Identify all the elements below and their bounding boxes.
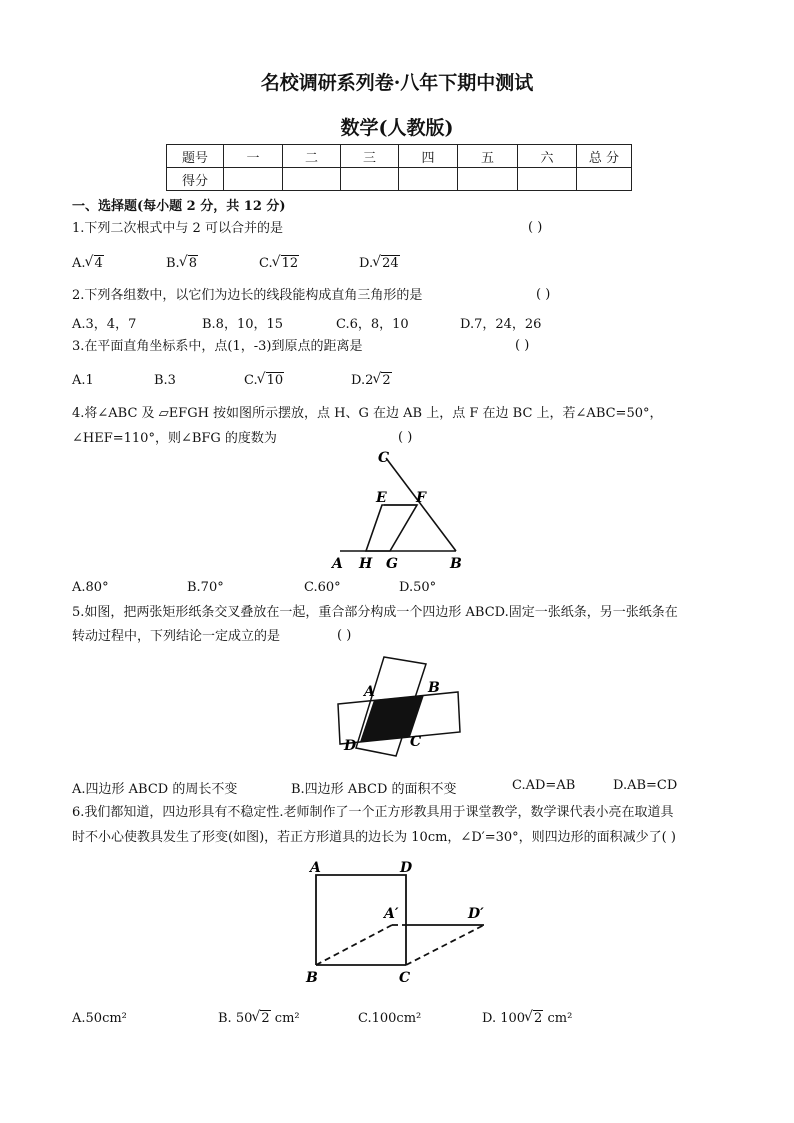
radicand: 2 (534, 1011, 543, 1026)
option-label: B. (166, 256, 180, 271)
sqrt-symbol (525, 1011, 543, 1026)
label-g: G (386, 556, 398, 572)
segment-ba2 (316, 925, 392, 965)
score-input-cell[interactable] (341, 168, 399, 191)
q3-option-b[interactable]: B.3 (154, 373, 176, 388)
label-a: A (310, 860, 321, 876)
q6-line2: 时不小心使教具发生了形变(如图)，若正方形道具的边长为 10cm，∠D′=30°，则四边形的面积减少了( ) (72, 830, 676, 845)
score-table-header-row (167, 145, 632, 168)
label-c: C (410, 734, 422, 750)
option-label: C. (244, 373, 258, 388)
label-b: B (428, 680, 440, 696)
sqrt-symbol (373, 373, 391, 388)
label-d: D (344, 738, 357, 754)
q5-option-a[interactable]: A.四边形 ABCD 的周长不变 (72, 782, 238, 797)
score-table-cell: 四 (399, 145, 458, 168)
q4-option-b[interactable]: B.70° (187, 580, 224, 595)
label-a-prime: A′ (384, 906, 399, 922)
sqrt-symbol (252, 1011, 270, 1026)
radicand: 4 (94, 256, 103, 271)
q1-option-d[interactable] (359, 256, 400, 271)
score-input-cell[interactable] (224, 168, 283, 191)
label-d-prime: D′ (468, 906, 484, 922)
sqrt-symbol (373, 256, 400, 271)
score-input-cell[interactable] (518, 168, 577, 191)
q1-option-c[interactable] (259, 256, 299, 271)
label-e: E (376, 490, 387, 506)
option-label: B. 50 (218, 1011, 253, 1026)
q5-option-c[interactable]: C.AD=AB (512, 778, 576, 793)
q3-option-c[interactable] (244, 373, 284, 388)
sqrt-symbol (273, 256, 300, 271)
q1-answer-paren[interactable]: ( ) (528, 220, 543, 235)
q3-option-a[interactable]: A.1 (72, 373, 94, 388)
score-table-score-row (167, 168, 632, 191)
option-label: D. 100 (482, 1011, 526, 1026)
label-c: C (399, 970, 411, 986)
q2-option-a[interactable]: A.3，4，7 (72, 317, 137, 332)
label-c: C (378, 450, 390, 466)
score-table (166, 144, 632, 191)
unit: cm² (543, 1011, 573, 1026)
q1-stem: 1.下列二次根式中与 2 可以合并的是 (72, 221, 283, 236)
q2-option-d[interactable]: D.7，24，26 (460, 317, 542, 332)
score-input-cell[interactable] (399, 168, 458, 191)
score-table-cell: 二 (283, 145, 341, 168)
q1-option-b[interactable] (166, 256, 198, 271)
q3-option-d[interactable] (351, 373, 392, 388)
unit: cm² (270, 1011, 300, 1026)
q4-line1: 4.将∠ABC 及 ▱EFGH 按如图所示摆放，点 H、G 在边 AB 上，点 F 在边 BC 上，若∠ABC=50°， (72, 406, 663, 421)
q2-option-b[interactable]: B.8，10，15 (202, 317, 284, 332)
sqrt-symbol (180, 256, 198, 271)
q4-figure (330, 448, 470, 574)
q4-answer-paren[interactable]: ( ) (398, 430, 413, 445)
q6-option-c[interactable]: C.100cm² (358, 1011, 422, 1026)
section-heading: 一、选择题(每小题 2 分，共 12 分) (72, 199, 286, 214)
score-table-cell: 得分 (167, 168, 224, 191)
score-table-cell: 五 (458, 145, 518, 168)
q2-option-c[interactable]: C.6，8，10 (336, 317, 409, 332)
label-d: D (400, 860, 413, 876)
q5-figure (330, 652, 472, 762)
q1-option-a[interactable] (72, 256, 104, 271)
option-label: D.2 (351, 373, 374, 388)
label-b: B (306, 970, 318, 986)
label-h: H (359, 556, 373, 572)
q4-option-a[interactable]: A.80° (72, 580, 109, 595)
sqrt-symbol (258, 373, 285, 388)
label-b: B (450, 556, 462, 572)
score-table-cell: 六 (518, 145, 577, 168)
q4-option-d[interactable]: D.50° (399, 580, 437, 595)
page-subtitle: 数学(人教版) (340, 117, 454, 139)
q6-option-d[interactable] (482, 1011, 572, 1026)
q2-answer-paren[interactable]: ( ) (536, 287, 551, 302)
score-input-cell[interactable] (283, 168, 341, 191)
q3-answer-paren[interactable]: ( ) (515, 338, 530, 353)
option-label: D. (359, 256, 374, 271)
score-table-cell: 题号 (167, 145, 224, 168)
q5-line1: 5.如图，把两张矩形纸条交叉叠放在一起，重合部分构成一个四边形 ABCD.固定一张纸条，另一张纸条在 (72, 605, 678, 620)
label-a: A (364, 684, 375, 700)
option-label: C. (259, 256, 273, 271)
q6-option-a[interactable]: A.50cm² (72, 1011, 127, 1026)
score-table-cell: 总 分 (577, 145, 632, 168)
q6-line1: 6.我们都知道，四边形具有不稳定性.老师制作了一个正方形教具用于课堂教学，数学课代表小亮在取道具 (72, 805, 674, 820)
option-label: A. (72, 256, 86, 271)
parallelogram-efgh (366, 505, 417, 551)
radicand: 2 (382, 373, 391, 388)
page-title: 名校调研系列卷·八年下期中测试 (260, 72, 534, 94)
label-a: A (332, 556, 343, 572)
q4-option-c[interactable]: C.60° (304, 580, 341, 595)
q6-option-b[interactable] (218, 1011, 300, 1026)
q5-answer-paren[interactable]: ( ) (337, 628, 352, 643)
q5-line2: 转动过程中，下列结论一定成立的是 (72, 629, 281, 644)
q4-line2: ∠HEF=110°，则∠BFG 的度数为 (72, 431, 277, 446)
radicand: 12 (281, 256, 299, 271)
score-table-cell: 一 (224, 145, 283, 168)
q2-stem: 2.下列各组数中，以它们为边长的线段能构成直角三角形的是 (72, 288, 423, 303)
score-table-cell: 三 (341, 145, 399, 168)
segment-cd2 (406, 925, 484, 965)
q5-option-b[interactable]: B.四边形 ABCD 的面积不变 (291, 782, 457, 797)
q3-stem: 3.在平面直角坐标系中，点(1，-3)到原点的距离是 (72, 339, 363, 354)
q6-figure (300, 852, 500, 992)
sqrt-symbol (86, 256, 104, 271)
radicand: 10 (266, 373, 284, 388)
radicand: 8 (188, 256, 197, 271)
label-f: F (416, 490, 426, 506)
q5-option-d[interactable]: D.AB=CD (613, 778, 678, 793)
score-input-cell[interactable] (458, 168, 518, 191)
score-input-cell[interactable] (577, 168, 632, 191)
radicand: 24 (382, 256, 399, 271)
radicand: 2 (261, 1011, 270, 1026)
